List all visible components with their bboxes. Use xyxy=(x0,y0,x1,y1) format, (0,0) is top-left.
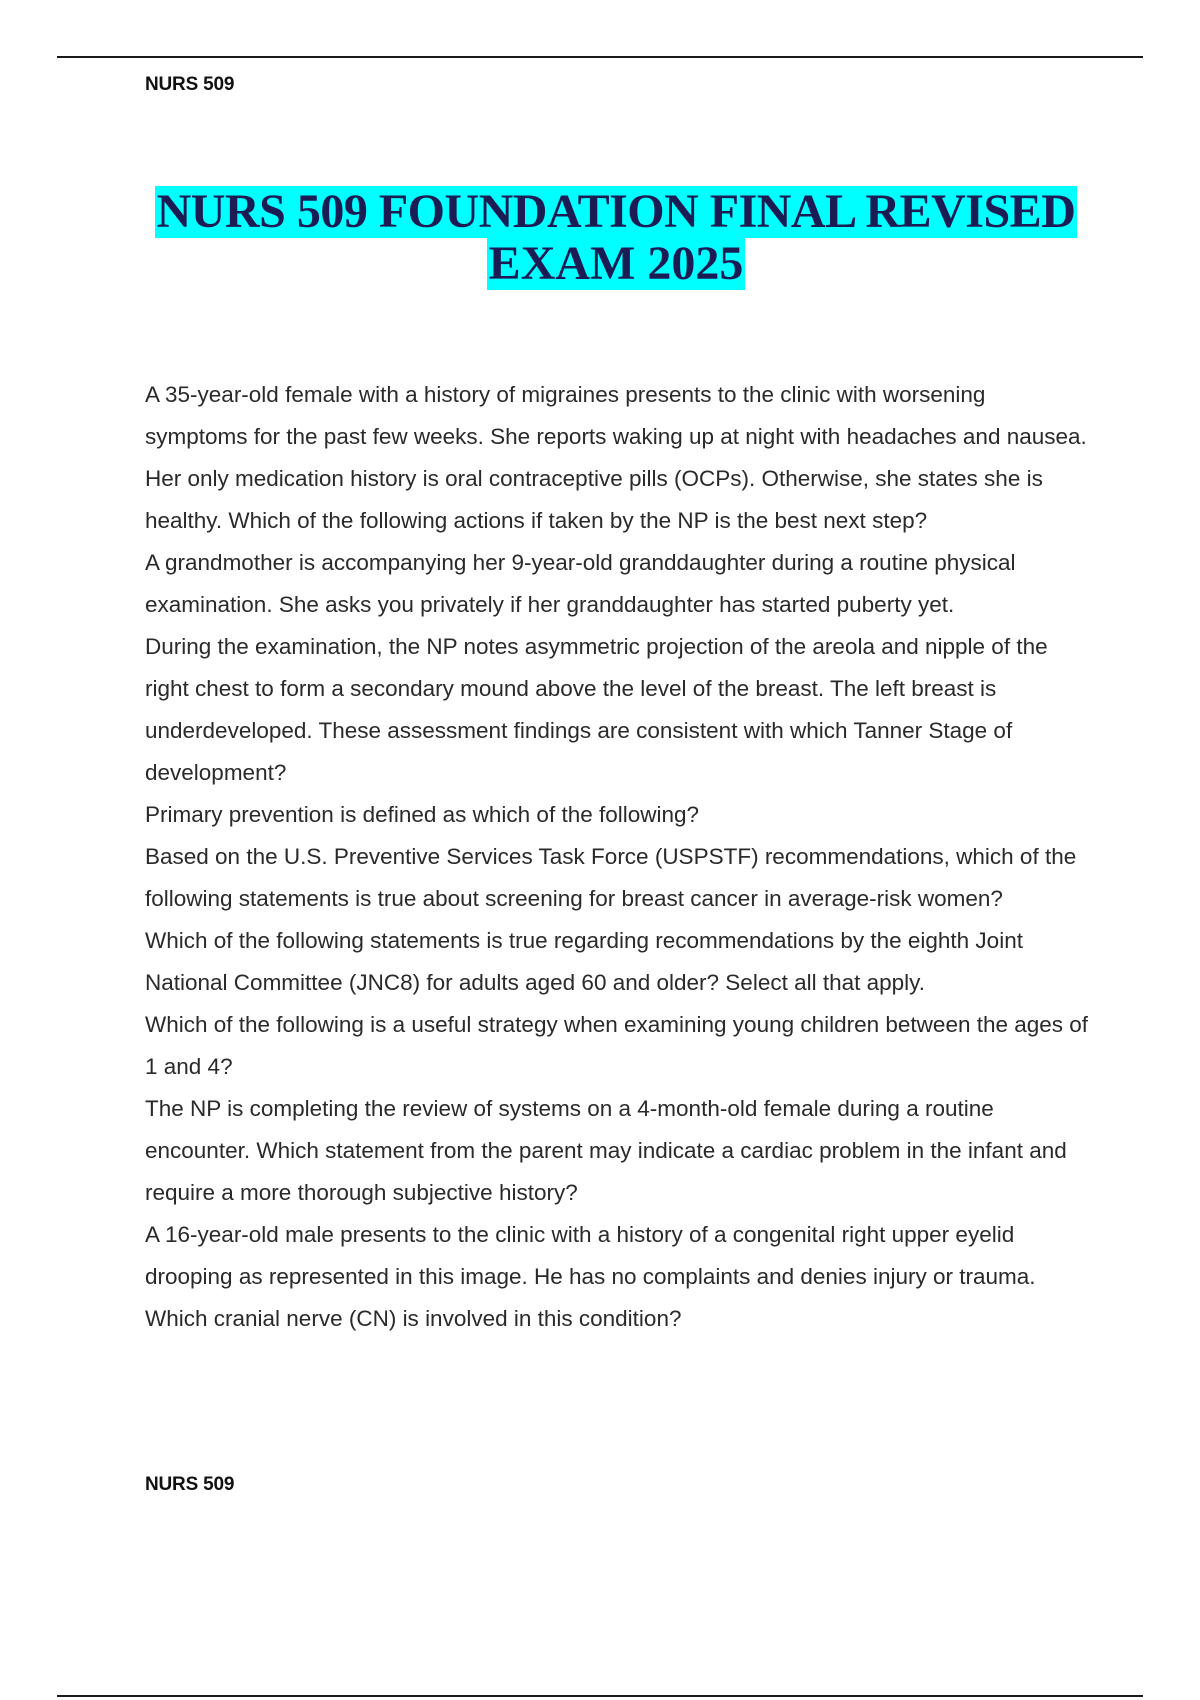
question-item: Based on the U.S. Preventive Services Task Force (USPSTF) recommendations, which of the following statements is true about screening for breast cancer in average-risk women? xyxy=(145,844,1077,911)
question-item: A grandmother is accompanying her 9-year-old granddaughter during a routine physical examination. She asks you privately if her granddaughter has started puberty yet. xyxy=(145,550,1016,617)
question-item: During the examination, the NP notes asymmetric projection of the areola and nipple of the right chest to form a secondary mound above the level of the breast. The left breast is underdeveloped. These assessment findings are consistent with which Tanner Stage of development? xyxy=(145,634,1048,785)
question-item: Which of the following is a useful strategy when examining young children between the ages of 1 and 4? xyxy=(145,1012,1089,1079)
question-item: A 16-year-old male presents to the clinic with a history of a congenital right upper eyelid drooping as represented in this image. He has no complaints and denies injury or trauma. Which cranial nerve (CN) is involved in this condition? xyxy=(145,1222,1036,1331)
bottom-divider xyxy=(57,1695,1143,1697)
document-title xyxy=(0,186,1200,290)
question-item: The NP is completing the review of systems on a 4-month-old female during a routine encounter. Which statement from the parent may indicate a cardiac problem in the infant and require a more thorough subjective history? xyxy=(145,1096,1067,1205)
question-item: Primary prevention is defined as which of the following? xyxy=(145,802,700,827)
top-divider xyxy=(57,56,1143,58)
title-line-1: NURS 509 FOUNDATION FINAL REVISED xyxy=(156,185,1076,238)
question-list xyxy=(145,374,1090,1340)
page-header: NURS 509 xyxy=(145,74,235,95)
page-footer: NURS 509 xyxy=(145,1474,235,1495)
title-line-2: EXAM 2025 xyxy=(488,237,744,290)
question-item: Which of the following statements is true regarding recommendations by the eighth Joint National Committee (JNC8) for adults aged 60 and older? Select all that apply. xyxy=(145,928,1023,995)
question-item: A 35-year-old female with a history of migraines presents to the clinic with worsening symptoms for the past few weeks. She reports waking up at night with headaches and nausea. Her only medication history is oral contraceptive pills (OCPs). Otherwise, she states she is healthy. Which of the following actions if taken by the NP is the best next step? xyxy=(145,382,1087,533)
